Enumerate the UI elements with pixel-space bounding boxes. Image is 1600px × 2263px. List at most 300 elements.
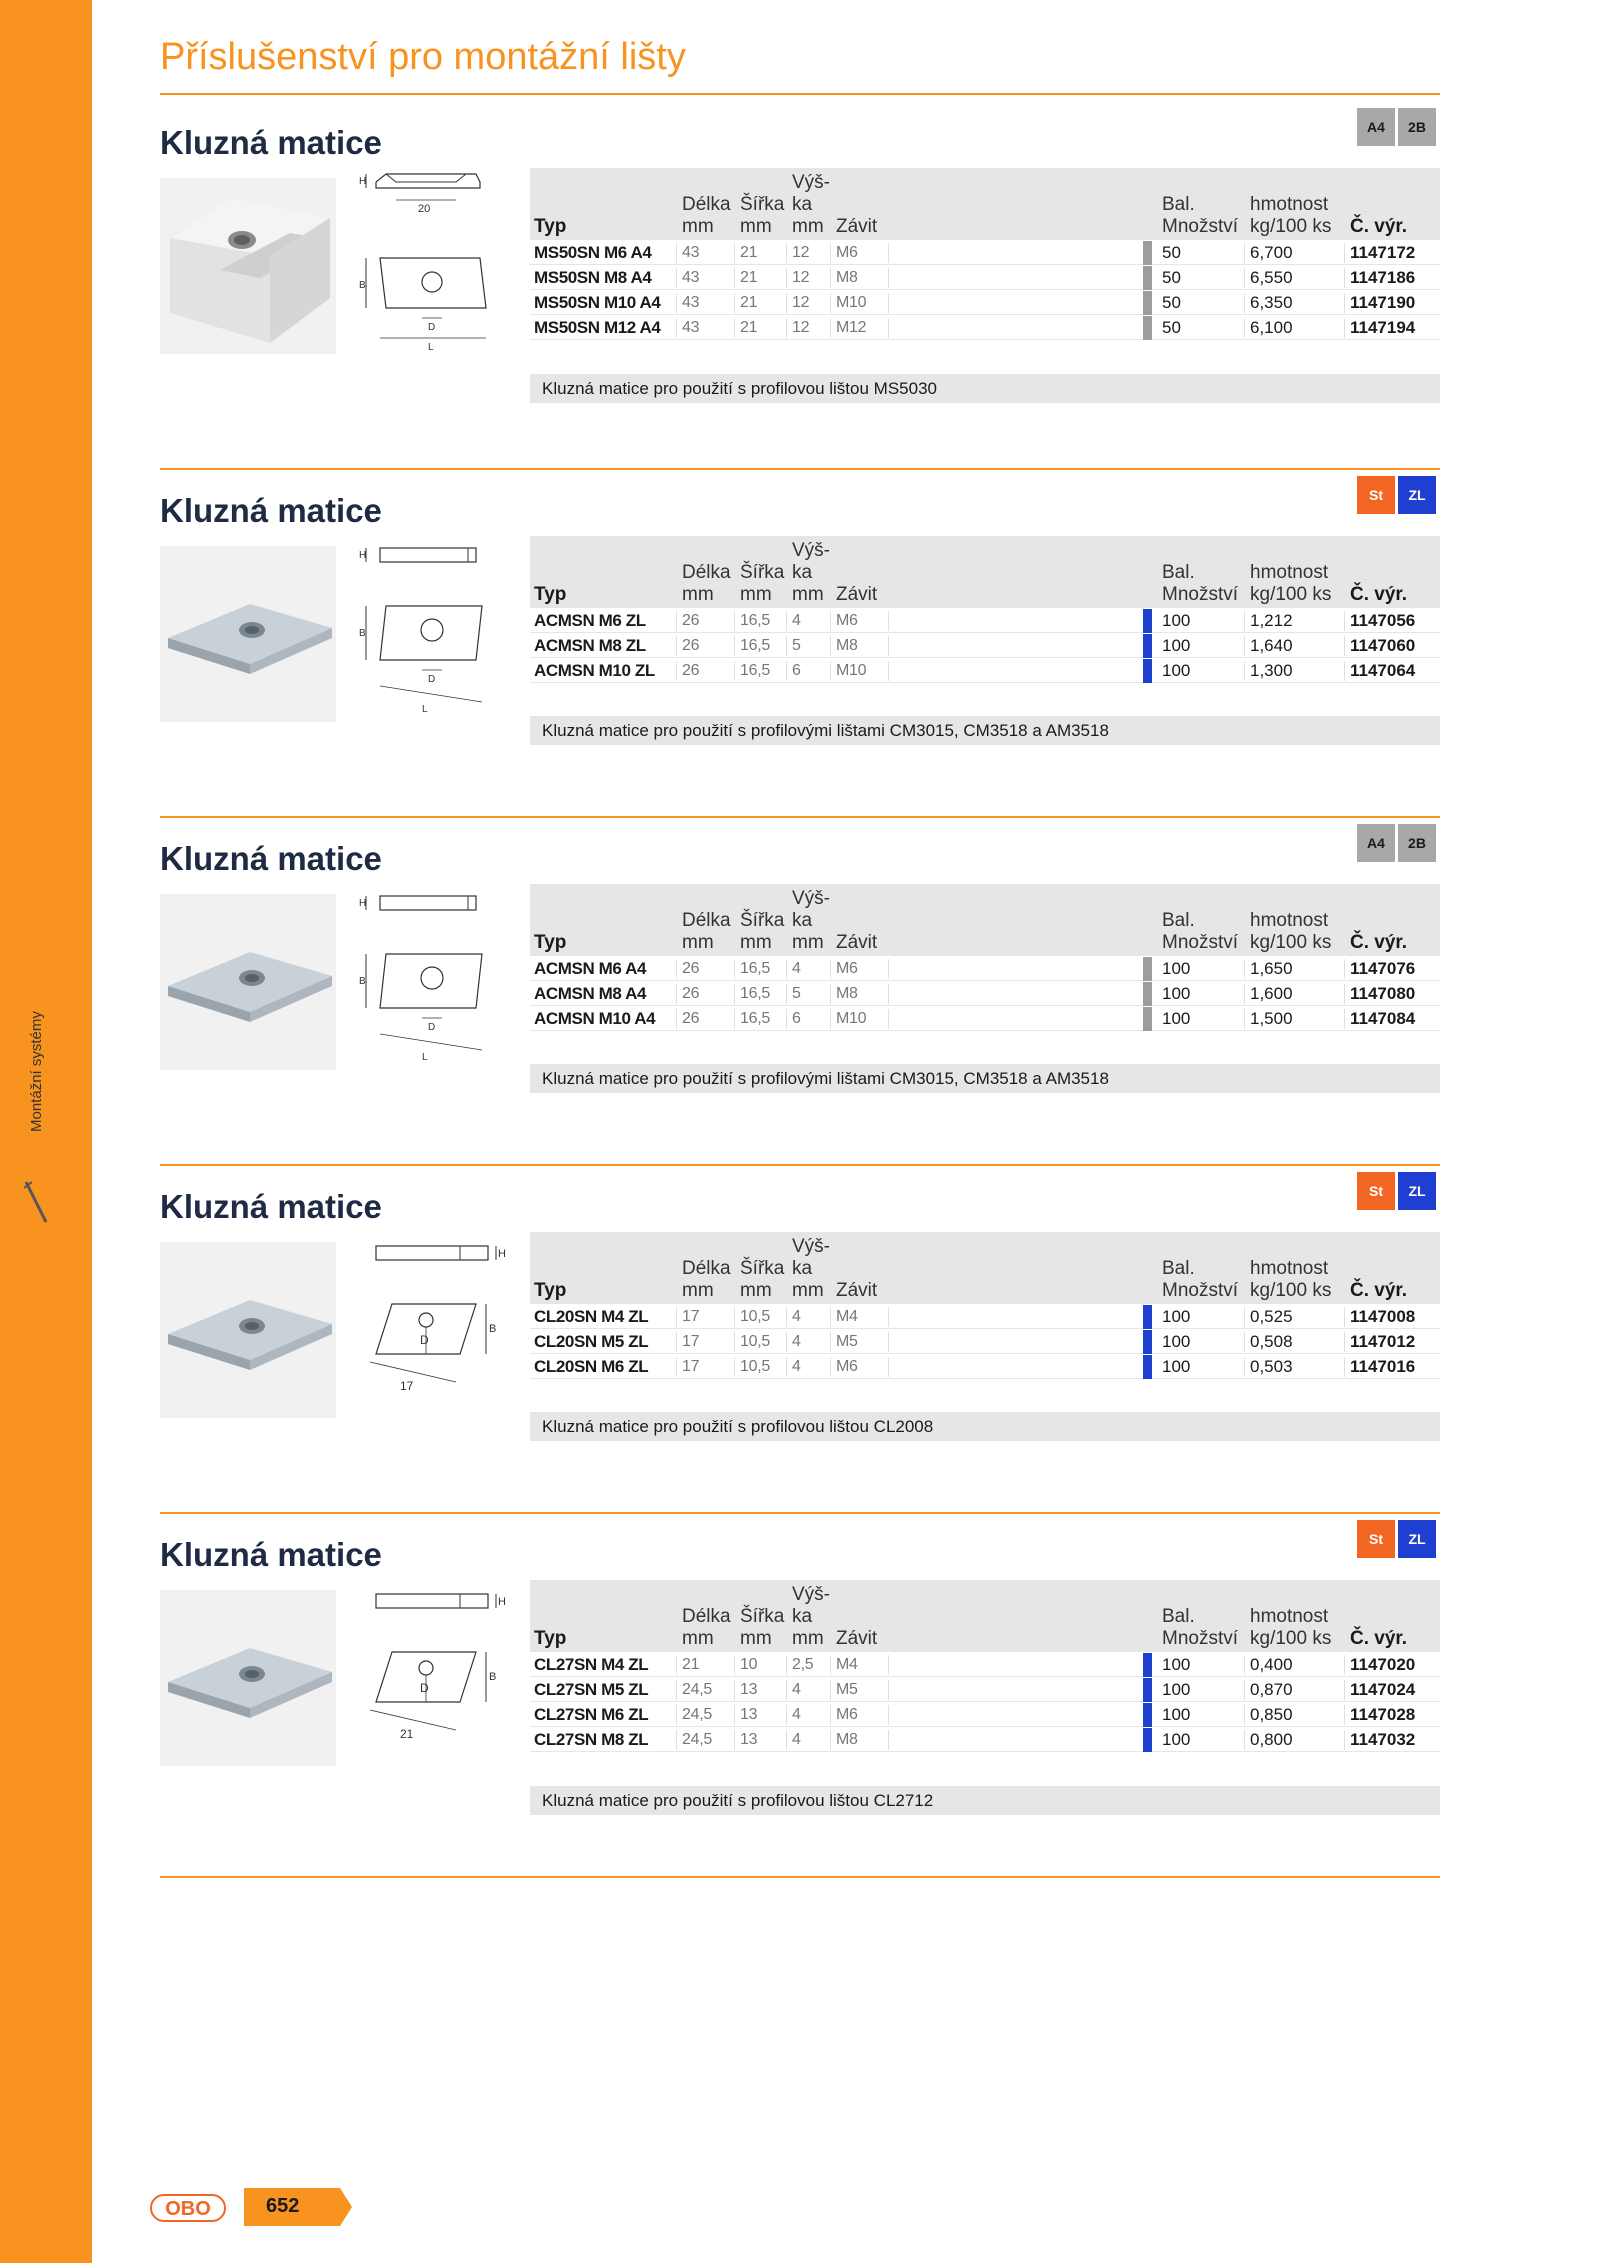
column-header: ka: [792, 910, 813, 931]
column-divider: [830, 1680, 831, 1700]
column-divider: [786, 1730, 787, 1750]
column-divider: [676, 1680, 677, 1700]
finish-marker: [1143, 1305, 1152, 1329]
column-divider: [734, 1730, 735, 1750]
column-header: Bal.: [1162, 194, 1195, 215]
column-header: Č. výr.: [1350, 1280, 1408, 1301]
material-badge: St: [1357, 1172, 1395, 1210]
page-number: 652: [266, 2195, 300, 2217]
cell-thread: M4: [836, 1656, 858, 1673]
column-divider: [830, 1730, 831, 1750]
cell-width: 10: [740, 1656, 758, 1673]
cell-length: 24,5: [682, 1731, 712, 1748]
cell-length: 24,5: [682, 1681, 712, 1698]
cell-type: CL27SN M6 ZL: [534, 1705, 649, 1724]
column-divider: [734, 959, 735, 979]
column-divider: [888, 1705, 889, 1725]
column-header: mm: [740, 1628, 772, 1649]
cell-package-qty: 100: [1162, 1680, 1191, 1699]
side-label: Montážní systémy: [28, 1011, 45, 1132]
column-header: mm: [740, 584, 772, 605]
cell-length: 43: [682, 319, 700, 336]
cell-type: MS50SN M10 A4: [534, 293, 661, 312]
column-divider: [1344, 1357, 1345, 1377]
cell-thread: M8: [836, 637, 858, 654]
cell-width: 16,5: [740, 662, 770, 679]
column-header: ka: [792, 1606, 813, 1627]
cell-weight: 0,800: [1250, 1730, 1293, 1749]
column-divider: [676, 1009, 677, 1029]
material-badge: A4: [1357, 824, 1395, 862]
material-badge: 2B: [1398, 108, 1436, 146]
column-header: Závit: [836, 1280, 878, 1301]
column-divider: [830, 1009, 831, 1029]
column-header: Délka: [682, 1606, 731, 1627]
cell-article-number: 1147016: [1350, 1357, 1416, 1376]
column-divider: [1244, 984, 1245, 1004]
dimension-drawing: [356, 1580, 516, 1766]
column-header: kg/100 ks: [1250, 932, 1332, 953]
column-header: kg/100 ks: [1250, 1280, 1332, 1301]
column-divider: [734, 293, 735, 313]
table-row: [530, 608, 1440, 633]
cell-height: 6: [792, 1010, 801, 1027]
cell-length: 26: [682, 662, 700, 679]
cell-package-qty: 100: [1162, 959, 1191, 978]
column-divider: [1244, 1705, 1245, 1725]
finish-marker: [1143, 1703, 1152, 1727]
column-divider: [1244, 611, 1245, 631]
cell-weight: 1,212: [1250, 611, 1293, 630]
column-header: Závit: [836, 216, 878, 237]
material-badges: [1357, 824, 1436, 862]
column-header: mm: [792, 1280, 824, 1301]
column-header: Typ: [534, 1280, 567, 1301]
table-row: [530, 1006, 1440, 1031]
column-divider: [734, 268, 735, 288]
finish-marker: [1143, 1355, 1152, 1379]
cell-thread: M12: [836, 319, 867, 336]
column-header: Množství: [1162, 1628, 1239, 1649]
column-divider: [676, 243, 677, 263]
table-row: [530, 981, 1440, 1006]
cell-height: 12: [792, 294, 810, 311]
finish-marker: [1143, 316, 1152, 340]
table-header: [530, 1580, 1440, 1652]
cell-type: MS50SN M12 A4: [534, 318, 661, 337]
column-header: Výš-: [792, 540, 830, 561]
usage-note: Kluzná matice pro použití s profilovou lištou MS5030: [530, 374, 1440, 403]
cell-thread: M6: [836, 1706, 858, 1723]
column-divider: [676, 636, 677, 656]
column-divider: [830, 268, 831, 288]
drawing-label-d: D: [428, 322, 436, 333]
column-divider: [830, 318, 831, 338]
column-header: kg/100 ks: [1250, 1628, 1332, 1649]
column-header: hmotnost: [1250, 194, 1329, 215]
column-divider: [830, 1705, 831, 1725]
column-divider: [1244, 1307, 1245, 1327]
table-row: [530, 240, 1440, 265]
column-divider: [734, 636, 735, 656]
table-row: [530, 315, 1440, 340]
obo-logo: [150, 2194, 226, 2222]
cell-weight: 6,700: [1250, 243, 1293, 262]
column-divider: [734, 1705, 735, 1725]
cell-height: 12: [792, 269, 810, 286]
table-header: [530, 884, 1440, 956]
column-header: Č. výr.: [1350, 584, 1408, 605]
table-row: [530, 1304, 1440, 1329]
cell-width: 13: [740, 1706, 758, 1723]
column-divider: [830, 1357, 831, 1377]
cell-article-number: 1147190: [1350, 293, 1416, 312]
finish-marker: [1143, 266, 1152, 290]
column-divider: [676, 1332, 677, 1352]
cell-article-number: 1147186: [1350, 268, 1416, 287]
product-photo: [160, 1590, 336, 1766]
cell-width: 13: [740, 1681, 758, 1698]
cell-package-qty: 100: [1162, 661, 1191, 680]
product-section: [160, 1512, 1440, 1862]
side-band: [0, 0, 92, 2263]
product-table: [530, 168, 1440, 340]
section-title: Kluzná matice: [160, 1536, 382, 1573]
cell-article-number: 1147064: [1350, 661, 1416, 680]
finish-marker: [1143, 241, 1152, 265]
column-header: Šířka: [740, 562, 785, 583]
column-divider: [888, 984, 889, 1004]
cell-article-number: 1147056: [1350, 611, 1416, 630]
column-divider: [676, 1655, 677, 1675]
column-header: mm: [792, 1628, 824, 1649]
column-header: Šířka: [740, 1606, 785, 1627]
column-header: Výš-: [792, 888, 830, 909]
column-header: Bal.: [1162, 1606, 1195, 1627]
column-header: kg/100 ks: [1250, 584, 1332, 605]
cell-length: 17: [682, 1358, 700, 1375]
column-header: ka: [792, 1258, 813, 1279]
page-title: Příslušenství pro montážní lišty: [160, 36, 686, 78]
cell-package-qty: 50: [1162, 293, 1181, 312]
column-divider: [1344, 268, 1345, 288]
cell-article-number: 1147060: [1350, 636, 1416, 655]
technical-drawing: [356, 1232, 516, 1418]
column-header: hmotnost: [1250, 1258, 1329, 1279]
product-table: [530, 1580, 1440, 1752]
cell-thread: M6: [836, 612, 858, 629]
cell-width: 21: [740, 269, 758, 286]
product-section: [160, 1164, 1440, 1514]
column-divider: [1244, 243, 1245, 263]
section-title: Kluzná matice: [160, 492, 382, 529]
cell-weight: 1,650: [1250, 959, 1293, 978]
cell-length: 26: [682, 960, 700, 977]
column-header: Bal.: [1162, 910, 1195, 931]
cell-thread: M10: [836, 662, 867, 679]
cell-weight: 0,503: [1250, 1357, 1293, 1376]
column-header: Množství: [1162, 932, 1239, 953]
product-section: [160, 468, 1440, 818]
table-row: [530, 1354, 1440, 1379]
column-divider: [786, 268, 787, 288]
column-divider: [676, 268, 677, 288]
cell-package-qty: 100: [1162, 611, 1191, 630]
column-divider: [1344, 1332, 1345, 1352]
cell-height: 5: [792, 637, 801, 654]
cell-type: MS50SN M8 A4: [534, 268, 652, 287]
cell-height: 4: [792, 1308, 801, 1325]
material-badge: ZL: [1398, 476, 1436, 514]
cell-height: 4: [792, 1681, 801, 1698]
column-divider: [1344, 611, 1345, 631]
dimension-drawing: [356, 536, 516, 722]
column-divider: [888, 293, 889, 313]
cell-thread: M6: [836, 244, 858, 261]
cell-width: 16,5: [740, 637, 770, 654]
material-badges: [1357, 1520, 1436, 1558]
cell-width: 21: [740, 244, 758, 261]
product-section: [160, 816, 1440, 1166]
cell-width: 16,5: [740, 960, 770, 977]
section-rule: [160, 468, 1440, 470]
column-divider: [888, 1332, 889, 1352]
column-divider: [734, 984, 735, 1004]
material-badge: ZL: [1398, 1172, 1436, 1210]
drawing-label-b: B: [359, 280, 366, 291]
section-rule: [160, 1164, 1440, 1166]
column-divider: [830, 984, 831, 1004]
column-divider: [676, 611, 677, 631]
column-divider: [1344, 1705, 1345, 1725]
sliding-nut-photo: [160, 1590, 336, 1766]
column-divider: [676, 1730, 677, 1750]
column-header: Č. výr.: [1350, 1628, 1408, 1649]
cell-width: 10,5: [740, 1333, 770, 1350]
sliding-nut-photo: [160, 1242, 336, 1418]
section-title: Kluzná matice: [160, 840, 382, 877]
finish-marker: [1143, 1653, 1152, 1677]
material-badges: [1357, 108, 1436, 146]
drawing-label-d: D: [428, 1022, 436, 1033]
drawing-label-l: L: [428, 342, 434, 353]
finish-marker: [1143, 982, 1152, 1006]
column-divider: [786, 959, 787, 979]
column-header: mm: [682, 1280, 714, 1301]
finish-marker: [1143, 659, 1152, 683]
column-header: hmotnost: [1250, 1606, 1329, 1627]
column-divider: [830, 243, 831, 263]
column-header: Výš-: [792, 172, 830, 193]
cell-width: 16,5: [740, 1010, 770, 1027]
cell-type: ACMSN M8 ZL: [534, 636, 646, 655]
cell-width: 21: [740, 319, 758, 336]
column-header: Závit: [836, 1628, 878, 1649]
mounting-tool-icon: [22, 1178, 50, 1226]
column-header: hmotnost: [1250, 562, 1329, 583]
table-row: [530, 290, 1440, 315]
section-title: Kluzná matice: [160, 1188, 382, 1225]
column-divider: [1244, 1655, 1245, 1675]
cell-weight: 1,640: [1250, 636, 1293, 655]
cell-thread: M8: [836, 1731, 858, 1748]
product-photo: [160, 178, 336, 354]
column-divider: [676, 293, 677, 313]
drawing-label-h: H: [498, 1596, 506, 1608]
column-header: Výš-: [792, 1584, 830, 1605]
technical-drawing: [356, 884, 516, 1070]
cell-thread: M6: [836, 960, 858, 977]
cell-thread: M5: [836, 1681, 858, 1698]
cell-package-qty: 100: [1162, 1705, 1191, 1724]
column-divider: [676, 1357, 677, 1377]
table-row: [530, 658, 1440, 683]
drawing-label-h: H: [359, 898, 367, 909]
column-header: Typ: [534, 216, 567, 237]
cell-length: 26: [682, 612, 700, 629]
column-divider: [676, 318, 677, 338]
column-divider: [734, 243, 735, 263]
column-header: Šířka: [740, 910, 785, 931]
cell-article-number: 1147194: [1350, 318, 1416, 337]
column-header: mm: [682, 932, 714, 953]
column-divider: [1344, 1009, 1345, 1029]
cell-package-qty: 100: [1162, 1307, 1191, 1326]
cell-height: 4: [792, 612, 801, 629]
column-divider: [1244, 1730, 1245, 1750]
cell-article-number: 1147076: [1350, 959, 1416, 978]
column-header: Typ: [534, 584, 567, 605]
column-divider: [786, 984, 787, 1004]
column-header: mm: [792, 932, 824, 953]
table-header: [530, 168, 1440, 240]
cell-type: CL27SN M4 ZL: [534, 1655, 649, 1674]
column-divider: [830, 293, 831, 313]
cell-width: 16,5: [740, 985, 770, 1002]
material-badges: [1357, 476, 1436, 514]
column-divider: [734, 1009, 735, 1029]
cell-article-number: 1147028: [1350, 1705, 1416, 1724]
cell-weight: 0,525: [1250, 1307, 1293, 1326]
cell-article-number: 1147084: [1350, 1009, 1416, 1028]
column-divider: [734, 1655, 735, 1675]
column-header: mm: [682, 216, 714, 237]
column-divider: [734, 1307, 735, 1327]
drawing-label-l: L: [422, 1052, 428, 1063]
column-divider: [1344, 1730, 1345, 1750]
column-header: Typ: [534, 932, 567, 953]
cell-type: ACMSN M10 A4: [534, 1009, 656, 1028]
finish-marker: [1143, 634, 1152, 658]
material-badge: A4: [1357, 108, 1395, 146]
material-badges: [1357, 1172, 1436, 1210]
cell-package-qty: 100: [1162, 636, 1191, 655]
cell-weight: 0,400: [1250, 1655, 1293, 1674]
drawing-label-top: 20: [418, 203, 431, 215]
drawing-label-d: D: [428, 674, 436, 685]
column-divider: [786, 636, 787, 656]
cell-thread: M10: [836, 294, 867, 311]
table-row: [530, 1329, 1440, 1354]
column-header: mm: [682, 584, 714, 605]
section-rule: [160, 1512, 1440, 1514]
sliding-nut-photo: [160, 178, 336, 354]
column-divider: [830, 1307, 831, 1327]
cell-height: 12: [792, 244, 810, 261]
finish-marker: [1143, 1728, 1152, 1752]
column-divider: [830, 661, 831, 681]
column-header: Závit: [836, 932, 878, 953]
column-divider: [676, 984, 677, 1004]
column-divider: [1244, 1332, 1245, 1352]
cell-thread: M5: [836, 1333, 858, 1350]
cell-package-qty: 100: [1162, 1730, 1191, 1749]
column-divider: [888, 636, 889, 656]
cell-type: CL27SN M8 ZL: [534, 1730, 649, 1749]
column-header: Množství: [1162, 1280, 1239, 1301]
cell-article-number: 1147012: [1350, 1332, 1416, 1351]
column-header: Šířka: [740, 194, 785, 215]
column-divider: [1344, 293, 1345, 313]
column-divider: [786, 1307, 787, 1327]
cell-thread: M4: [836, 1308, 858, 1325]
cell-height: 6: [792, 662, 801, 679]
drawing-label-l: 21: [400, 1727, 414, 1741]
cell-type: ACMSN M10 ZL: [534, 661, 655, 680]
column-header: mm: [682, 1628, 714, 1649]
column-header: Množství: [1162, 216, 1239, 237]
logo-text: OBO: [165, 2198, 211, 2220]
column-header: Bal.: [1162, 1258, 1195, 1279]
cell-package-qty: 100: [1162, 1332, 1191, 1351]
column-header: hmotnost: [1250, 910, 1329, 931]
column-header: kg/100 ks: [1250, 216, 1332, 237]
cell-length: 26: [682, 637, 700, 654]
column-divider: [676, 661, 677, 681]
column-divider: [786, 243, 787, 263]
section-title: Kluzná matice: [160, 124, 382, 161]
column-divider: [888, 318, 889, 338]
cell-package-qty: 100: [1162, 1357, 1191, 1376]
cell-height: 4: [792, 1333, 801, 1350]
column-divider: [888, 661, 889, 681]
product-table: [530, 536, 1440, 683]
cell-length: 43: [682, 294, 700, 311]
column-header: Bal.: [1162, 562, 1195, 583]
column-divider: [786, 611, 787, 631]
column-divider: [734, 661, 735, 681]
column-divider: [1244, 959, 1245, 979]
column-divider: [1344, 959, 1345, 979]
column-divider: [888, 1357, 889, 1377]
column-divider: [1344, 318, 1345, 338]
dimension-drawing: [356, 168, 516, 354]
cell-type: CL20SN M5 ZL: [534, 1332, 649, 1351]
cell-package-qty: 100: [1162, 1655, 1191, 1674]
cell-weight: 1,300: [1250, 661, 1293, 680]
column-divider: [888, 1655, 889, 1675]
column-divider: [1344, 661, 1345, 681]
column-header: mm: [792, 584, 824, 605]
cell-length: 26: [682, 985, 700, 1002]
column-divider: [1244, 318, 1245, 338]
cell-type: CL20SN M6 ZL: [534, 1357, 649, 1376]
column-divider: [1244, 1009, 1245, 1029]
column-header: Č. výr.: [1350, 216, 1408, 237]
column-divider: [888, 1680, 889, 1700]
cell-type: ACMSN M8 A4: [534, 984, 647, 1003]
column-divider: [888, 1009, 889, 1029]
